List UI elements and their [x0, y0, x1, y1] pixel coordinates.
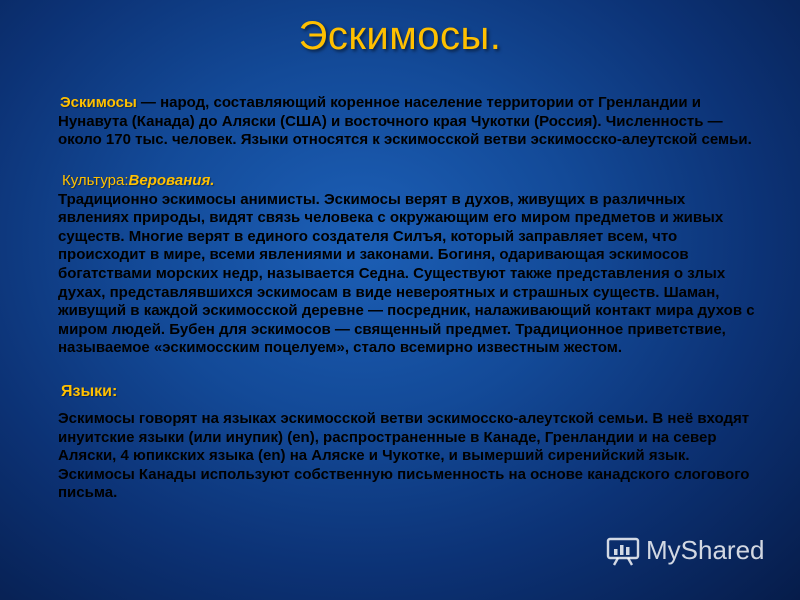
culture-label: Культура:	[62, 172, 129, 189]
culture-sublabel: Верования.	[128, 172, 215, 189]
culture-heading	[58, 172, 758, 191]
languages-text-2: Эскимосы Канады используют собственную письменность на основе канадского слогового письма.	[58, 465, 750, 502]
intro-paragraph	[58, 94, 758, 150]
languages-text: Эскимосы говорят на языках эскимосской ветви эскимосско-алеутской семьи. В неё входят инуитские языки (или инупик) (en), распространенные в Канаде, Гренландии и на север Аляски, 4 юпикских языка (en) на Аляске и Чукотке, и вымерший сиренийский язык.	[58, 410, 750, 465]
slide-title: Эскимосы.	[298, 14, 502, 58]
culture-paragraph	[58, 172, 758, 358]
intro-text: — народ, составляющий коренное население территории от Гренландии и Нунавута (Канада) до Аляски (США) и восточного края Чукотки (Россия). Численность — около 170 тыс. человек. Языки относятся к эскимосской ветви эскимосско-алеутской семьи.	[58, 94, 752, 149]
languages-heading: Языки:	[61, 383, 118, 400]
languages-heading-block	[58, 383, 758, 402]
presentation-board-icon	[606, 536, 640, 566]
watermark-text: MyShared	[646, 535, 765, 565]
intro-term: Эскимосы	[60, 94, 137, 111]
languages-paragraph	[58, 410, 758, 503]
culture-text: Традиционно эскимосы анимисты. Эскимосы верят в духов, живущих в различных явлениях природы, видят связь человека с окружающим его миром предметов и живых существ. Многие верят в единого создателя Силъя, который заправляет всем, что происходит в мире, всеми явлениями и законами. Богиня, одаривающая эскимосов богатствами морских недр, называется Седна. Существуют также представления о злых духах, представлявшихся эскимосам в виде невероятных и страшных существ. Шаман, живущий в каждой эскимосской деревне — посредник, налаживающий контакт мира духов с миром людей. Бубен для эскимосов — священный предмет. Традиционное приветствие, называемое «эскимосским поцелуем», стало всемирно известным жестом.	[58, 190, 755, 357]
watermark-logo	[606, 535, 765, 566]
